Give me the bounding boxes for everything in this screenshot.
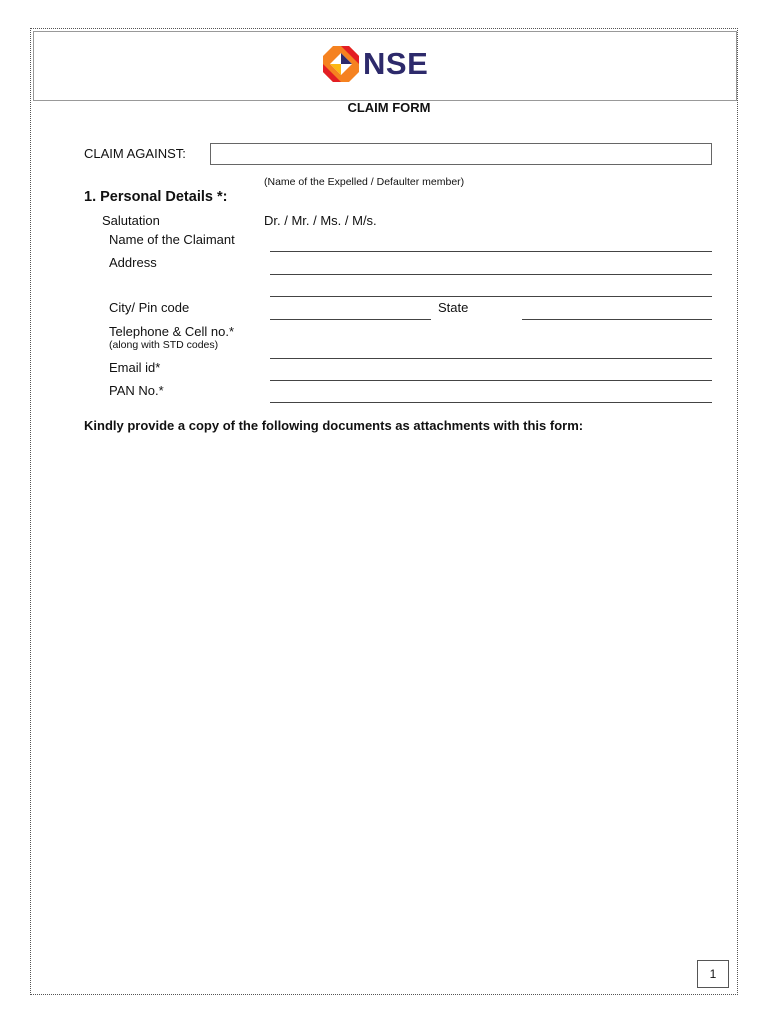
nse-logo xyxy=(321,44,439,84)
claim-against-note: (Name of the Expelled / Defaulter member) xyxy=(264,176,465,188)
email-field[interactable] xyxy=(270,380,712,381)
salutation-options[interactable]: Dr. / Mr. / Ms. / M/s. xyxy=(264,213,377,228)
claimant-name-field[interactable] xyxy=(270,251,712,252)
page-number: 1 xyxy=(697,960,729,988)
salutation-label: Salutation xyxy=(102,213,160,228)
city-pincode-label: City/ Pin code xyxy=(109,300,190,315)
pan-field[interactable] xyxy=(270,402,712,403)
city-pincode-field[interactable] xyxy=(270,319,431,320)
telephone-note: (along with STD codes) xyxy=(109,339,219,351)
address-line-1-field[interactable] xyxy=(270,274,712,275)
email-label: Email id* xyxy=(109,360,161,375)
personal-details-heading: 1. Personal Details *: xyxy=(84,189,228,205)
attachments-instruction: Kindly provide a copy of the following documents as attachments with this form: xyxy=(84,418,584,433)
pan-label: PAN No.* xyxy=(109,383,164,398)
logo-text: NSE xyxy=(363,46,429,81)
claim-against-field[interactable] xyxy=(210,143,712,165)
claimant-name-label: Name of the Claimant xyxy=(109,232,235,247)
state-label: State xyxy=(438,300,469,315)
address-label: Address xyxy=(109,255,157,270)
page-border xyxy=(30,28,738,995)
state-field[interactable] xyxy=(522,319,712,320)
claim-against-label: CLAIM AGAINST: xyxy=(84,146,186,161)
telephone-label: Telephone & Cell no.* xyxy=(109,324,235,339)
telephone-field[interactable] xyxy=(270,358,712,359)
address-line-2-field[interactable] xyxy=(270,296,712,297)
nse-logo-icon xyxy=(321,44,361,84)
form-title: CLAIM FORM xyxy=(347,100,431,115)
